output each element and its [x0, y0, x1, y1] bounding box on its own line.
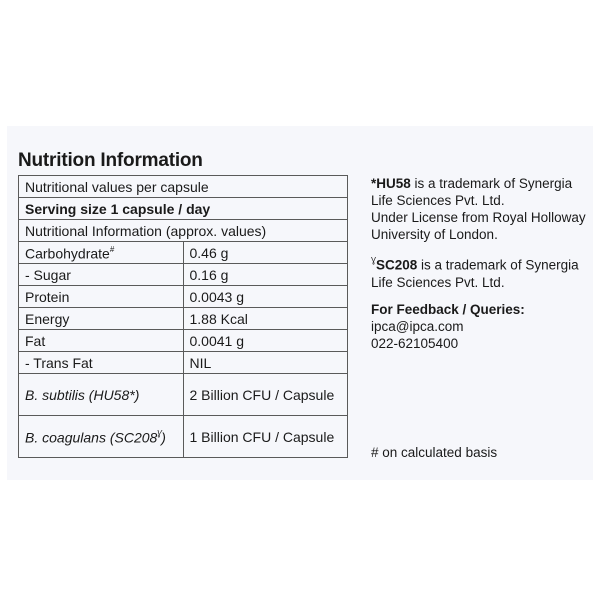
trademark-notes	[371, 175, 586, 352]
table-row	[19, 374, 348, 416]
nutrient-name: - Trans Fat	[19, 352, 184, 374]
nutrient-value: NIL	[183, 352, 348, 374]
hu58-note-line: University of London.	[371, 227, 498, 242]
nutrient-value: 0.16 g	[183, 264, 348, 286]
table-row	[19, 352, 348, 374]
nutrition-table	[18, 175, 348, 458]
hu58-note-line	[371, 175, 586, 192]
strain-label-close: )	[161, 429, 166, 446]
serving-size-cell: Serving size 1 capsule / day	[19, 198, 348, 220]
feedback-label: For Feedback / Queries:	[371, 301, 525, 317]
sc208-symbol: Ɣ	[371, 256, 376, 265]
nutrient-name: - Sugar	[19, 264, 184, 286]
calculated-basis-note: # on calculated basis	[371, 445, 498, 460]
nutrient-value: 0.0043 g	[183, 286, 348, 308]
strain-name	[19, 416, 184, 458]
sc208-text: is a trademark of Synergia	[417, 257, 579, 273]
table-row	[19, 416, 348, 458]
calculated-mark: #	[109, 245, 115, 255]
table-row	[19, 264, 348, 286]
table-row	[19, 198, 348, 220]
table-row	[19, 176, 348, 198]
table-row	[19, 308, 348, 330]
hu58-mark: *HU58	[371, 176, 411, 191]
contact-phone: 022-62105400	[371, 335, 459, 351]
nutrient-name: Energy	[19, 308, 184, 330]
table-row	[19, 330, 348, 352]
sc208-mark: SC208	[376, 257, 418, 273]
nutrition-heading: Nutrition Information	[18, 150, 203, 171]
strain-name: B. subtilis (HU58*)	[19, 374, 184, 416]
contact-email: ipca@ipca.com	[371, 318, 464, 334]
nutrient-name: Protein	[19, 286, 184, 308]
nutrient-label: Carbohydrate	[25, 245, 110, 262]
per-capsule-cell: Nutritional values per capsule	[19, 176, 348, 198]
table-row	[19, 220, 348, 242]
strain-label: B. coagulans (SC208	[25, 429, 158, 446]
hu58-note-line: Life Sciences Pvt. Ltd.	[371, 193, 505, 208]
table-row	[19, 286, 348, 308]
nutrient-value: 0.0041 g	[183, 330, 348, 352]
table-row	[19, 242, 348, 264]
nutrient-name	[19, 242, 184, 264]
approx-values-cell: Nutritional Information (approx. values)	[19, 220, 348, 242]
sc208-symbol: Ɣ	[157, 429, 162, 439]
nutrient-value: 1.88 Kcal	[183, 308, 348, 330]
hu58-text: is a trademark of Synergia	[410, 176, 573, 191]
strain-value: 2 Billion CFU / Capsule	[183, 374, 348, 416]
hu58-note-line: Under License from Royal Holloway	[371, 210, 586, 225]
nutrient-value: 0.46 g	[183, 242, 348, 264]
strain-value: 1 Billion CFU / Capsule	[183, 416, 348, 458]
sc208-note-line: Life Sciences Pvt. Ltd.	[371, 274, 505, 290]
nutrient-name: Fat	[19, 330, 184, 352]
sc208-note-line	[371, 253, 586, 274]
